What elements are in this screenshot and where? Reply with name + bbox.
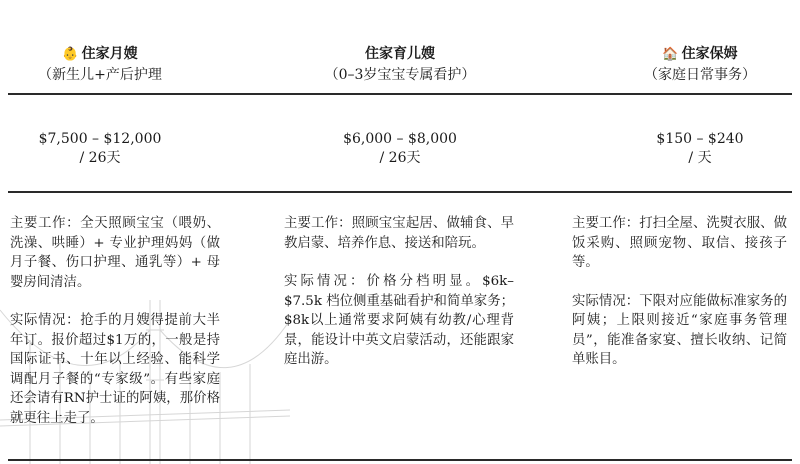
description-cell-childcare-nanny — [284, 214, 514, 389]
price-cell-childcare-nanny — [300, 130, 500, 168]
price-unit: / 26天 — [79, 150, 121, 166]
table-bottom-rule — [8, 459, 792, 461]
price-unit: / 天 — [688, 150, 712, 166]
column-title: 住家保姆 — [681, 46, 738, 62]
column-header-childcare-nanny — [300, 44, 500, 86]
column-subtitle: （家庭日常事务） — [644, 67, 756, 83]
price-divider — [8, 191, 792, 193]
description-cell-maternity-nanny — [10, 214, 220, 447]
description-cell-housekeeper — [572, 214, 787, 389]
column-subtitle: （0–3岁宝宝专属看护） — [324, 67, 476, 83]
price-range: $6,000 – $8,000 — [343, 131, 457, 147]
column-title: 住家育儿嫂 — [365, 46, 435, 62]
reality-text: 实际情况：抢手的月嫂得提前大半年订。报价超过$1万的，一般是持国际证书、十年以上经验、能科学调配月子餐的“专家级”。有些家庭还会请有RN护士证的阿姨，那价格就更往上走了。 — [10, 313, 220, 426]
main-work-text: 主要工作：打扫全屋、洗熨衣服、做饭采购、照顾宠物、取信、接孩子等。 — [572, 216, 787, 270]
column-header-maternity-nanny — [10, 44, 190, 86]
header-divider — [8, 93, 792, 95]
main-work-text: 主要工作：全天照顾宝宝（喂奶、洗澡、哄睡）+ 专业护理妈妈（做月子餐、伤口护理、通乳等）+ 母婴房间清洁。 — [10, 216, 220, 290]
reality-text: 实际情况：下限对应能做标准家务的阿姨；上限则接近“家庭事务管理员”，能准备家宴、擅长收纳、记简单账目。 — [572, 293, 787, 367]
main-work-text: 主要工作：照顾宝宝起居、做辅食、早教启蒙、培养作息、接送和陪玩。 — [284, 216, 514, 251]
column-title: 住家月嫂 — [81, 46, 138, 62]
price-range: $7,500 – $12,000 — [38, 131, 162, 147]
reality-text: 实际情况：价格分档明显。$6k–$7.5k 档位侧重基础看护和简单家务；$8k以上通常要求阿姨有幼教/心理背景，能设计中英文启蒙活动，还能跟家庭出游。 — [284, 274, 514, 367]
price-unit: / 26天 — [379, 150, 421, 166]
price-cell-maternity-nanny — [10, 130, 190, 168]
price-range: $150 – $240 — [656, 131, 744, 147]
house-icon: 🏠 — [662, 47, 679, 62]
column-subtitle: （新生儿+产后护理 — [38, 67, 162, 83]
column-header-housekeeper — [605, 44, 795, 86]
baby-icon: 👶 — [62, 47, 79, 62]
price-cell-housekeeper — [605, 130, 795, 168]
